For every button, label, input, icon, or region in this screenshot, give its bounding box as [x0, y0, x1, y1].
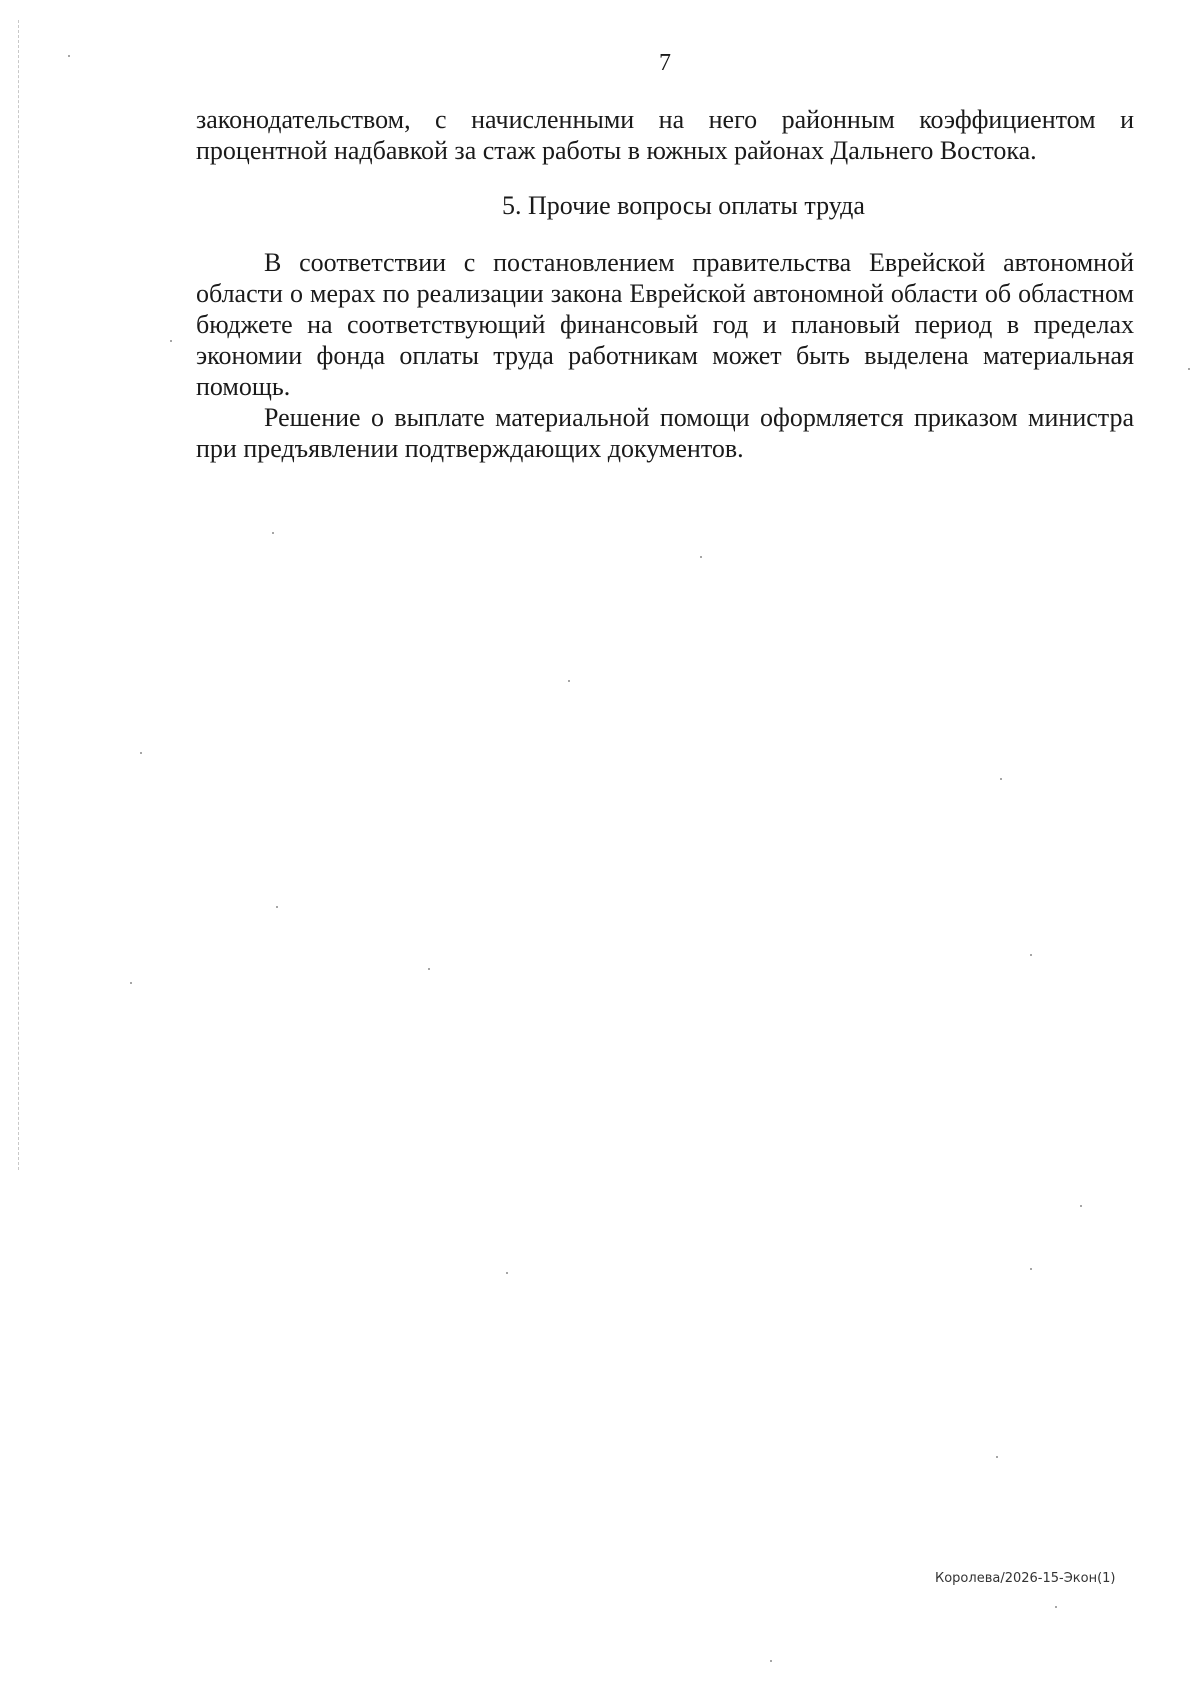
scan-speck: [68, 55, 70, 57]
scan-speck: [568, 680, 570, 682]
paragraph-decision: Решение о выплате материальной помощи оформляется приказом министра при предъявлении подтверждающих документов.: [196, 403, 1134, 463]
scan-speck: [1000, 778, 1002, 780]
scan-speck: [1188, 368, 1190, 370]
scan-speck: [996, 1456, 998, 1458]
paragraph-continuation: законодательством, с начисленными на него районным коэффициентом и процентной надбавкой за стаж работы в южных районах Дальнего Востока.: [196, 105, 1134, 165]
scan-speck: [1030, 1268, 1032, 1270]
scan-speck: [770, 1660, 772, 1662]
scan-speck: [140, 752, 142, 754]
document-code: Королева/2026-15-Экон(1): [935, 1571, 1116, 1586]
scan-speck: [506, 1272, 508, 1274]
document-body: [196, 104, 1134, 464]
scan-speck: [276, 906, 278, 908]
scan-speck: [1080, 1205, 1082, 1207]
paragraph-material-aid: В соответствии с постановлением правительства Еврейской автономной области о мерах по реализации закона Еврейской автономной области об областном бюджете на соответствующий финансовый год и плановый период в пределах экономии фонда оплаты труда работникам может быть выделена материальная помощь.: [196, 248, 1134, 401]
scan-speck: [1055, 1606, 1057, 1608]
scan-speck: [700, 556, 702, 558]
scan-speck: [170, 340, 172, 342]
scan-speck: [428, 968, 430, 970]
scan-speck: [130, 982, 132, 984]
scan-speck: [1030, 954, 1032, 956]
scan-speck: [272, 532, 274, 534]
section-heading: 5. Прочие вопросы оплаты труда: [502, 191, 865, 220]
page-number: 7: [659, 50, 671, 76]
scan-edge-artifact: [18, 20, 20, 1170]
